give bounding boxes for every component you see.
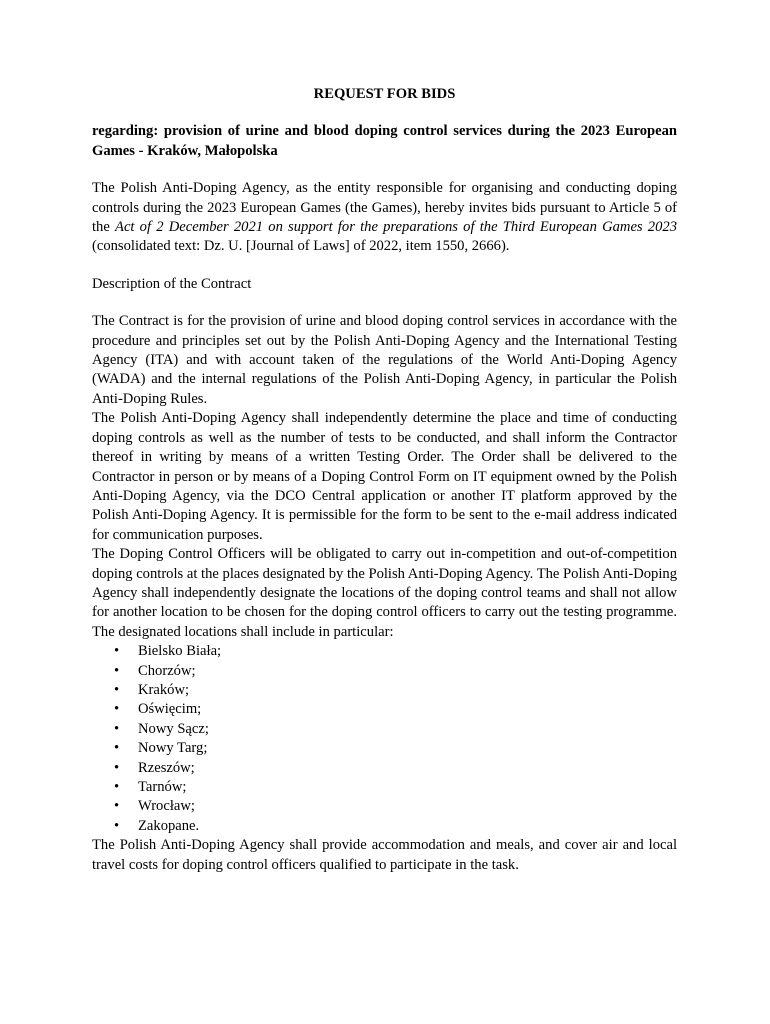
document-title: REQUEST FOR BIDS [313, 86, 456, 102]
closing-paragraph: The Polish Anti-Doping Agency shall provide accommodation and meals, and cover air and local travel costs for doping control officers qualified to participate in the task. [92, 837, 677, 873]
section-heading: Description of the Contract [92, 275, 252, 292]
list-item [92, 797, 677, 816]
list-item [92, 739, 677, 758]
bullet-icon: • [114, 759, 120, 776]
bullet-icon: • [114, 798, 120, 815]
location-name: Bielsko Biała; [138, 643, 222, 660]
list-item [92, 720, 677, 739]
bullet-icon: • [114, 681, 120, 698]
location-name: Rzeszów; [138, 759, 195, 776]
location-name: Oświęcim; [138, 701, 202, 718]
document-body [92, 85, 677, 875]
intro-text-before: The Polish Anti-Doping Agency, as the entity responsible for organising and conducting doping controls during the 2023 European Games (the Games), hereby invites bids pursuant to Article 5 of the [92, 180, 677, 236]
location-name: Nowy Targ; [138, 740, 208, 757]
contract-paragraph: The Contract is for the provision of urine and blood doping control services in accordance with the procedure and principles set out by the Polish Anti-Doping Agency and the International Testing Agency (ITA) and with account taken of the regulations of the World Anti-Doping Agency (WADA) and the internal regulations of the Polish Anti-Doping Agency, in particular the Polish Anti-Doping Rules. [92, 313, 677, 407]
bullet-icon: • [114, 720, 120, 737]
bullet-icon: • [114, 662, 120, 679]
bullet-icon: • [114, 701, 120, 718]
bullet-icon: • [114, 740, 120, 757]
list-item [92, 681, 677, 700]
location-name: Tarnów; [138, 779, 187, 795]
location-name: Chorzów; [138, 662, 196, 679]
bullet-icon: • [114, 643, 120, 660]
list-item [92, 700, 677, 719]
list-item [92, 759, 677, 778]
location-name: Kraków; [138, 681, 190, 698]
list-item [92, 817, 677, 836]
list-item [92, 778, 677, 797]
bullet-icon: • [114, 817, 120, 834]
testing-order-paragraph: The Polish Anti-Doping Agency shall independently determine the place and time of conducting doping controls as well as the number of tests to be conducted, and shall inform the Contractor thereof in writing by means of a written Testing Order. The Order shall be delivered to the Contractor in person or by means of a Doping Control Form on IT equipment owned by the Polish Anti-Doping Agency, via the DCO Central application or another IT platform approved by the Polish Anti-Doping Agency. It is permissible for the form to be sent to the e-mail address indicated for communication purposes. [92, 410, 677, 543]
intro-text-after: (consolidated text: Dz. U. [Journal of Laws] of 2022, item 1550, 2666). [92, 238, 510, 255]
act-title: Act of 2 December 2021 on support for the preparations of the Third European Games 2023 [115, 219, 677, 236]
bullet-icon: • [114, 779, 120, 795]
list-item [92, 642, 677, 661]
location-name: Zakopane. [138, 817, 200, 834]
location-name: Wrocław; [138, 798, 195, 815]
intro-paragraph [92, 179, 677, 257]
locations-intro-paragraph: The Doping Control Officers will be obligated to carry out in-competition and out-of-competition doping controls at the places designated by the Polish Anti-Doping Agency. The Polish Anti-Doping Agency shall independently designate the locations of the doping control teams and shall not allow for another location to be chosen for the doping control officers to carry out the testing programme. The designated locations shall include in particular: [92, 546, 677, 640]
location-name: Nowy Sącz; [138, 720, 209, 737]
locations-list [92, 642, 677, 836]
list-item [92, 662, 677, 681]
regarding-line: regarding: provision of urine and blood doping control services during the 2023 European Games - Kraków, Małopolska [92, 123, 677, 159]
